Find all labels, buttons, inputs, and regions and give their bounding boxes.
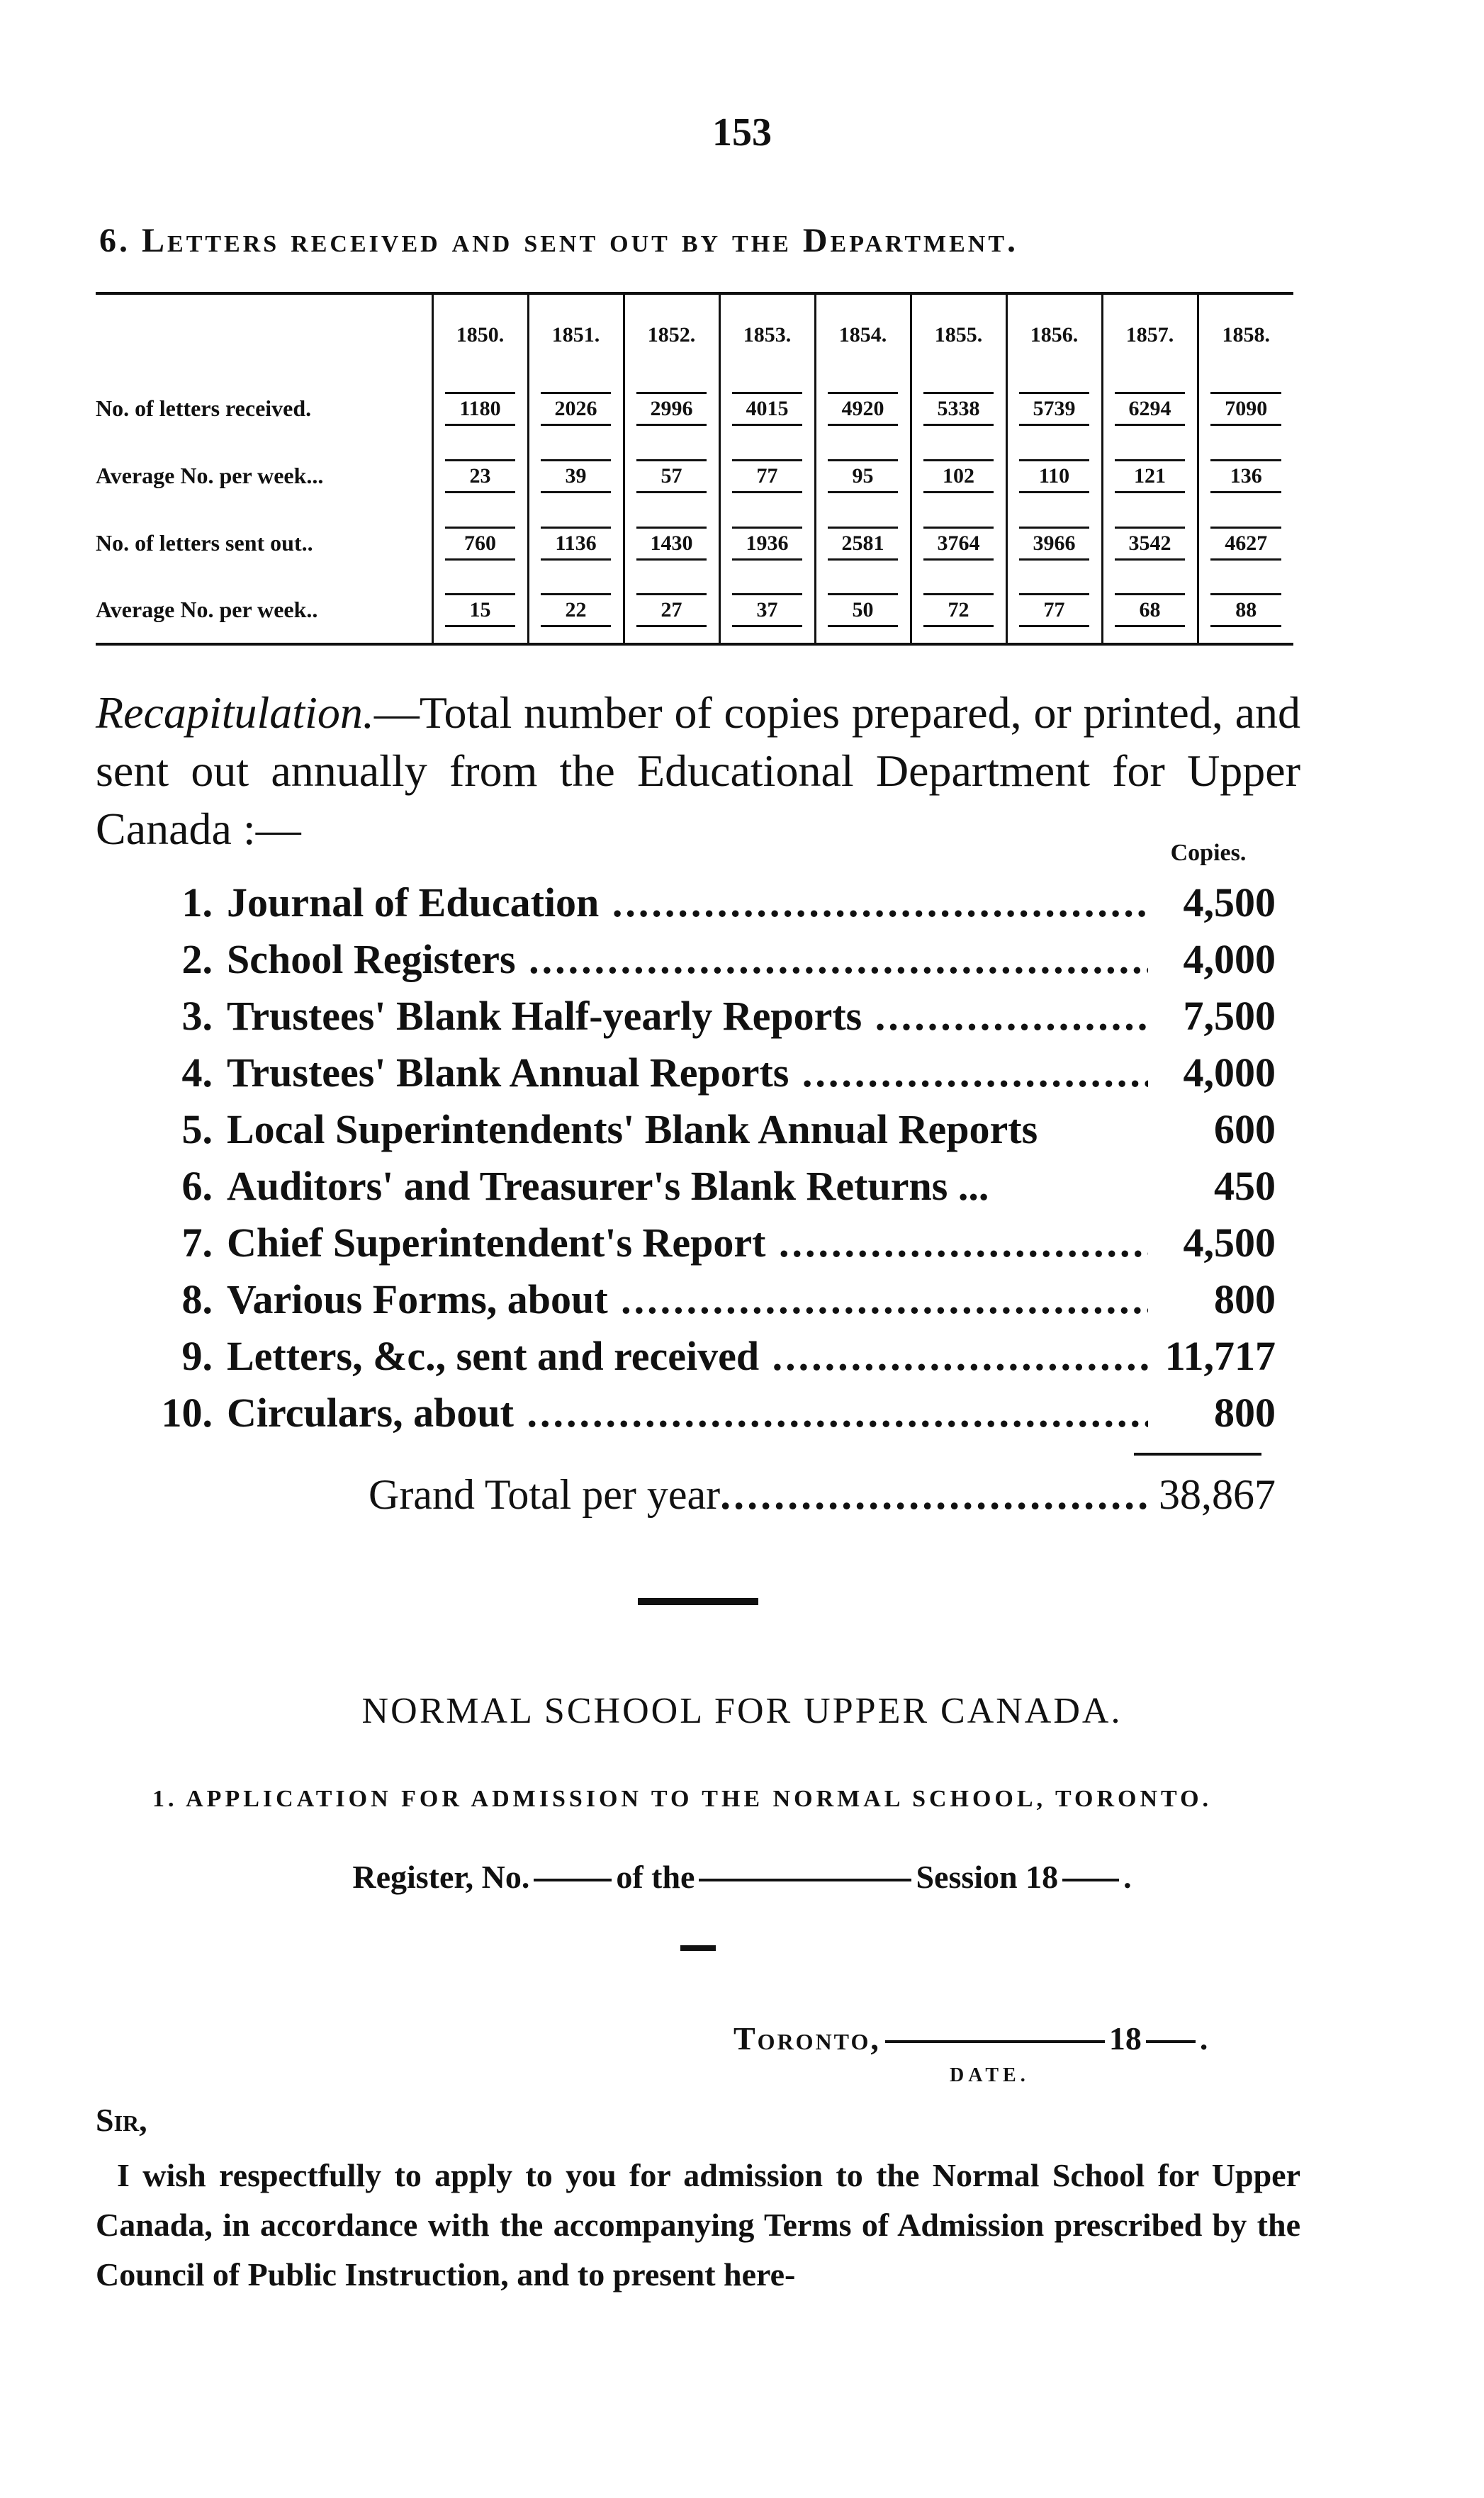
- register-middle: of the: [616, 1859, 695, 1895]
- list-item: 3. Trustees' Blank Half-yearly Reports ..... 7,500: [128, 992, 1276, 1049]
- list-item: 2. School Registers ..... 4,000: [128, 935, 1276, 992]
- table-cell: 1136: [528, 510, 624, 577]
- session-year-blank: [1062, 1879, 1119, 1881]
- table-cell: 77: [719, 442, 815, 510]
- year-header: 1852.: [624, 293, 719, 375]
- list-item: 1. Journal of Education ..... 4,500: [128, 879, 1276, 935]
- row-label: No. of letters received.: [96, 395, 312, 421]
- table-cell: 77: [1006, 577, 1102, 644]
- table-cell: 4920: [815, 375, 911, 442]
- copies-list: [128, 879, 1276, 1446]
- copies-header: Copies.: [1170, 840, 1247, 866]
- letters-table: [96, 292, 1293, 646]
- date-line: Toronto, 18 .: [733, 2020, 1208, 2057]
- table-cell: 15: [432, 577, 528, 644]
- table-cell: 2581: [815, 510, 911, 577]
- year-blank: [1146, 2040, 1196, 2043]
- page-number: 153: [712, 111, 772, 154]
- table-cell: 760: [432, 510, 528, 577]
- row-label: No. of letters sent out..: [96, 530, 313, 556]
- year-header: 1857.: [1102, 293, 1198, 375]
- table-cell: 57: [624, 442, 719, 510]
- register-number-blank: [534, 1879, 612, 1881]
- table-cell: 4627: [1198, 510, 1293, 577]
- row-label: Average No. per week..: [96, 597, 318, 622]
- year-header: 1850.: [432, 293, 528, 375]
- year-header: 1854.: [815, 293, 911, 375]
- place-name: Toronto,: [733, 2020, 881, 2057]
- total-rule: [1134, 1453, 1261, 1456]
- table-cell: 39: [528, 442, 624, 510]
- table-cell: 6294: [1102, 375, 1198, 442]
- grand-total-label: Grand Total per year .....: [369, 1470, 1148, 1519]
- table-cell: 1936: [719, 510, 815, 577]
- year-prefix: 18: [1108, 2020, 1142, 2057]
- table-row: [96, 577, 1293, 644]
- list-item: 4. Trustees' Blank Annual Reports ..... 4,000: [128, 1049, 1276, 1105]
- table-cell: 102: [911, 442, 1006, 510]
- table-row: [96, 442, 1293, 510]
- table-cell: 121: [1102, 442, 1198, 510]
- list-item: 10. Circulars, about ..... 800: [128, 1389, 1276, 1446]
- table-header-row: [96, 293, 1293, 375]
- table-cell: 3764: [911, 510, 1006, 577]
- date-label: DATE.: [950, 2064, 1030, 2086]
- table-cell: 37: [719, 577, 815, 644]
- year-header: 1853.: [719, 293, 815, 375]
- table-cell: 3966: [1006, 510, 1102, 577]
- register-session: Session 18: [916, 1859, 1059, 1895]
- table-cell: 95: [815, 442, 911, 510]
- date-blank: [885, 2040, 1105, 2043]
- table-corner: [96, 293, 432, 375]
- grand-total-value: 38,867: [1159, 1471, 1276, 1518]
- table-cell: 110: [1006, 442, 1102, 510]
- year-header: 1851.: [528, 293, 624, 375]
- table-cell: 2026: [528, 375, 624, 442]
- recapitulation-text: —Total number of copies prepared, or printed, and sent out annually from the Educational Department for Upper Canada :—: [96, 687, 1300, 854]
- table-cell: 3542: [1102, 510, 1198, 577]
- list-item: 8. Various Forms, about ..... 800: [128, 1276, 1276, 1332]
- table-row: [96, 510, 1293, 577]
- year-header: 1856.: [1006, 293, 1102, 375]
- table-cell: 23: [432, 442, 528, 510]
- row-label: Average No. per week...: [96, 463, 324, 488]
- body-paragraph: I wish respectfully to apply to you for admission to the Normal School for Upper Canada, in accordance with the accompanying Terms of Admission prescribed by the Council of Public Instruction, and to present here-: [96, 2157, 1300, 2292]
- table-cell: 1430: [624, 510, 719, 577]
- table-cell: 4015: [719, 375, 815, 442]
- table-cell: 136: [1198, 442, 1293, 510]
- section-divider: [638, 1598, 758, 1605]
- list-item: 7. Chief Superintendent's Report ..... 4,500: [128, 1219, 1276, 1276]
- table-cell: 1180: [432, 375, 528, 442]
- table-row: [96, 375, 1293, 442]
- list-item: 6. Auditors' and Treasurer's Blank Returns ... 450: [181, 1163, 1276, 1209]
- list-item: 5. Local Superintendents' Blank Annual Reports 600: [181, 1106, 1276, 1152]
- table-cell: 50: [815, 577, 911, 644]
- application-title: 1. APPLICATION FOR ADMISSION TO THE NORMAL SCHOOL, TORONTO.: [152, 1786, 1213, 1812]
- year-header: 1855.: [911, 293, 1006, 375]
- list-item: 9. Letters, &c., sent and received ..... 11,717: [128, 1332, 1276, 1389]
- table-cell: 72: [911, 577, 1006, 644]
- table-cell: 7090: [1198, 375, 1293, 442]
- recapitulation-lead: Recapitulation.: [96, 687, 374, 738]
- salutation: Sir,: [96, 2102, 147, 2138]
- register-line: Register, No. of the Session 18 .: [352, 1859, 1132, 1895]
- table-cell: 27: [624, 577, 719, 644]
- section-title: 6. Letters received and sent out by the Department.: [99, 222, 1019, 259]
- normal-school-title: NORMAL SCHOOL FOR UPPER CANADA.: [361, 1691, 1123, 1731]
- grand-total: [369, 1470, 1276, 1519]
- table-cell: 2996: [624, 375, 719, 442]
- table-cell: 88: [1198, 577, 1293, 644]
- year-header: 1858.: [1198, 293, 1293, 375]
- table-cell: 68: [1102, 577, 1198, 644]
- register-prefix: Register, No.: [352, 1859, 530, 1895]
- recapitulation-paragraph: [96, 684, 1300, 858]
- session-name-blank: [699, 1879, 911, 1881]
- table-cell: 5739: [1006, 375, 1102, 442]
- table-cell: 22: [528, 577, 624, 644]
- short-divider: [680, 1945, 716, 1951]
- table-cell: 5338: [911, 375, 1006, 442]
